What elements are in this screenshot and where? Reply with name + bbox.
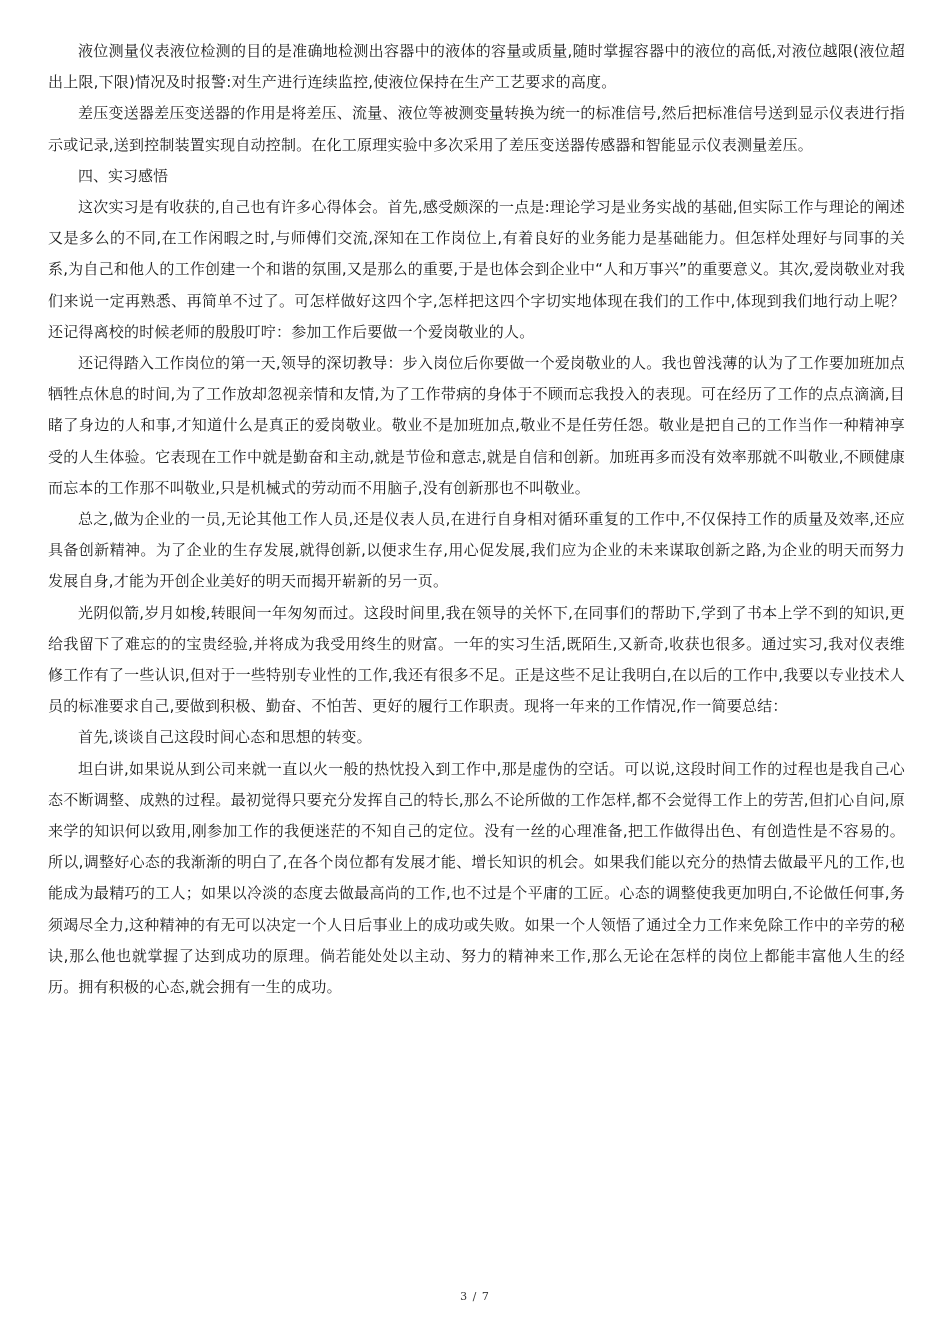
paragraph-liquid-level: 液位测量仪表液位检测的目的是准确地检测出容器中的液体的容量或质量,随时掌握容器中的液位的高低,对液位越限(液位超出上限,下限)情况及时报警:对生产进行连续监控,使液位保持在生产工艺要求的高度。	[48, 42, 905, 92]
paragraph-first-day: 还记得踏入工作岗位的第一天,领导的深切教导：步入岗位后你要做一个爱岗敬业的人。我也曾浅薄的认为了工作要加班加点牺牲点休息的时间,为了工作放却忽视亲情和友情,为了工作带病的身体于不顾而忘我投入的表现。可在经历了工作的点点滴滴,目睹了身边的人和事,才知道什么是真正的爱岗敬业。敬业不是加班加点,敬业不是任劳任怨。敬业是把自己的工作当作一种精神享受的人生体验。它表现在工作中就是勤奋和主动,就是节俭和意志,就是自信和创新。加班再多而没有效率那就不叫敬业,不顾健康而忘本的工作那不叫敬业,只是机械式的劳动而不用脑子,没有创新那也不叫敬业。	[48, 354, 905, 497]
paragraph-summary: 总之,做为企业的一员,无论其他工作人员,还是仪表人员,在进行自身相对循环重复的工作中,不仅保持工作的质量及效率,还应具备创新精神。为了企业的生存发展,就得创新,以便求生存,用心促发展,我们应为企业的未来谋取创新之路,为企业的明天而努力发展自身,才能为开创企业美好的明天而揭开崭新的另一页。	[48, 510, 905, 591]
document-page	[48, 36, 905, 1003]
paragraph-differential-pressure: 差压变送器差压变送器的作用是将差压、流量、液位等被测变量转换为统一的标准信号,然后把标准信号送到显示仪表进行指示或记录,送到控制装置实现自动控制。在化工原理实验中多次采用了差压变送器传感器和智能显示仪表测量差压。	[48, 104, 905, 154]
page-number: 3 / 7	[460, 1290, 490, 1303]
section-heading-internship-reflection: 四、实习感悟	[78, 166, 169, 185]
paragraph-mindset-intro: 首先,谈谈自己这段时间心态和思想的转变。	[78, 728, 372, 747]
paragraph-year-review: 光阴似箭,岁月如梭,转眼间一年匆匆而过。这段时间里,我在领导的关怀下,在同事们的帮助下,学到了书本上学不到的知识,更给我留下了难忘的的宝贵经验,并将成为我受用终生的财富。一年的实习生活,既陌生,又新奇,收获也很多。通过实习,我对仪表维修工作有了一些认识,但对于一些特别专业性的工作,我还有很多不足。正是这些不足让我明白,在以后的工作中,我要以专业技术人员的标准要求自己,要做到积极、勤奋、不怕苦、更好的履行工作职责。现将一年来的工作情况,作一简要总结：	[48, 603, 905, 716]
paragraph-gains: 这次实习是有收获的,自己也有许多心得体会。首先,感受颇深的一点是:理论学习是业务实战的基础,但实际工作与理论的阐述又是多么的不同,在工作闲暇之时,与师傅们交流,深知在工作岗位上,有着良好的业务能力是基础能力。但怎样处理好与同事的关系,为自己和他人的工作创建一个和谐的氛围,又是那么的重要,于是也体会到企业中“人和万事兴”的重要意义。其次,爱岗敬业对我们来说一定再熟悉、再简单不过了。可怎样做好这四个字,怎样把这四个字切实地体现在我们的工作中,体现到我们地行动上呢？还记得离校的时候老师的殷殷叮咛：参加工作后要做一个爱岗敬业的人。	[48, 198, 905, 341]
paragraph-mindset-detail: 坦白讲,如果说从到公司来就一直以火一般的热忱投入到工作中,那是虚伪的空话。可以说,这段时间工作的过程也是我自己心态不断调整、成熟的过程。最初觉得只要充分发挥自己的特长,那么不论所做的工作怎样,都不会觉得工作上的劳苦,但扪心自问,原来学的知识何以致用,刚参加工作的我便迷茫的不知自己的定位。没有一丝的心理准备,把工作做得出色、有创造性是不容易的。所以,调整好心态的我渐渐的明白了,在各个岗位都有发展才能、增长知识的机会。如果我们能以充分的热情去做最平凡的工作,也能成为最精巧的工人；如果以冷淡的态度去做最高尚的工作,也不过是个平庸的工匠。心态的调整使我更加明白,不论做任何事,务须竭尽全力,这种精神的有无可以决定一个人日后事业上的成功或失败。如果一个人领悟了通过全力工作来免除工作中的辛劳的秘诀,那么他也就掌握了达到成功的原理。倘若能处处以主动、努力的精神来工作,那么无论在怎样的岗位上都能丰富他人生的经历。拥有积极的心态,就会拥有一生的成功。	[48, 759, 905, 997]
